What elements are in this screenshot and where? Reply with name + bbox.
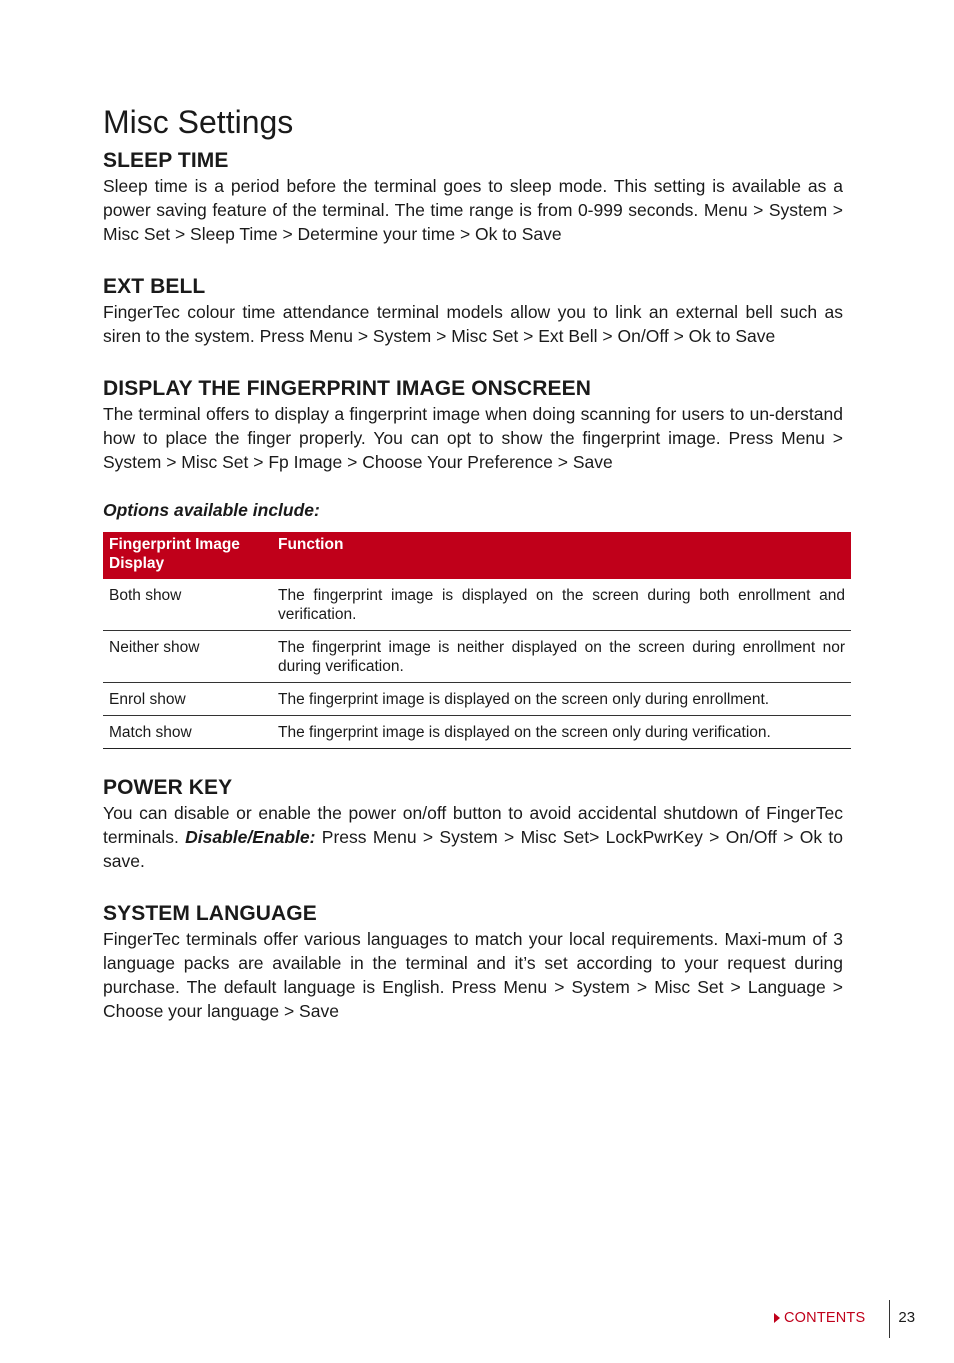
table-cell-display: Both show — [103, 579, 272, 631]
table-header-function: Function — [272, 532, 851, 579]
section-power-key — [103, 775, 843, 873]
section-heading-power-key: POWER KEY — [103, 776, 233, 799]
page-content — [103, 102, 843, 1051]
options-label: Options available include: — [103, 500, 320, 520]
triangle-right-icon — [774, 1313, 780, 1323]
ext-bell-body: FingerTec colour time attendance terminal models allow you to link an external bell such as siren to the system. Press Menu > System > Misc Set > Ext Bell > On/Off > Ok to Save — [103, 302, 843, 346]
page-footer — [774, 1300, 915, 1338]
table-row — [103, 683, 851, 716]
table-cell-function: The fingerprint image is neither displayed on the screen during enrollment nor during verification. — [272, 631, 851, 683]
power-key-body-emphasis: Disable/Enable: — [185, 827, 316, 847]
power-key-body-after: Press Menu > System > Misc Set> LockPwrKey > On/Off > Ok to save. — [103, 827, 843, 871]
page-number: 23 — [898, 1309, 916, 1326]
footer-divider — [889, 1300, 890, 1338]
table-header-display: Fingerprint Image Display — [103, 532, 272, 579]
section-system-language — [103, 901, 843, 1023]
page-title: Misc Settings — [103, 104, 294, 140]
section-sleep-time — [103, 148, 843, 246]
sleep-time-body: Sleep time is a period before the terminal goes to sleep mode. This setting is available as a power saving feature of the terminal. The time range is from 0-999 seconds. Menu > System > Misc Set > Sleep Time > Determine your time > Ok to Save — [103, 176, 843, 244]
table-cell-display: Match show — [103, 716, 272, 749]
section-ext-bell — [103, 274, 843, 348]
contents-label: CONTENTS — [784, 1310, 866, 1326]
table-header-row — [103, 532, 851, 579]
fingerprint-image-body: The terminal offers to display a fingerprint image when doing scanning for users to un-derstand how to place the finger properly. You can opt to show the fingerprint image. Press Menu > System > Misc Set > Fp Image > Choose Your Preference > Save — [103, 404, 843, 472]
power-key-body — [103, 801, 843, 873]
section-heading-fingerprint-image: DISPLAY THE FINGERPRINT IMAGE ONSCREEN — [103, 377, 592, 400]
table-cell-function: The fingerprint image is displayed on the screen only during verification. — [272, 716, 851, 749]
section-heading-ext-bell: EXT BELL — [103, 275, 206, 298]
options-table — [103, 532, 851, 749]
table-row — [103, 716, 851, 749]
power-key-body-before: You can disable or enable the power on/off button to avoid accidental shutdown of FingerTec terminals. — [103, 803, 843, 847]
section-heading-system-language: SYSTEM LANGUAGE — [103, 902, 317, 925]
system-language-body: FingerTec terminals offer various languages to match your local requirements. Maxi-mum of 3 language packs are available in the terminal and it’s set according to your request during purchase. The default language is English. Press Menu > System > Misc Set > Language > Choose your language > Save — [103, 929, 843, 1021]
table-cell-function: The fingerprint image is displayed on the screen during both enrollment and verification. — [272, 579, 851, 631]
table-cell-function: The fingerprint image is displayed on the screen only during enrollment. — [272, 683, 851, 716]
section-heading-sleep-time: SLEEP TIME — [103, 149, 229, 172]
table-cell-display: Enrol show — [103, 683, 272, 716]
table-cell-display: Neither show — [103, 631, 272, 683]
table-row — [103, 579, 851, 631]
table-row — [103, 631, 851, 683]
contents-link[interactable] — [774, 1310, 865, 1326]
section-fingerprint-image — [103, 376, 843, 474]
